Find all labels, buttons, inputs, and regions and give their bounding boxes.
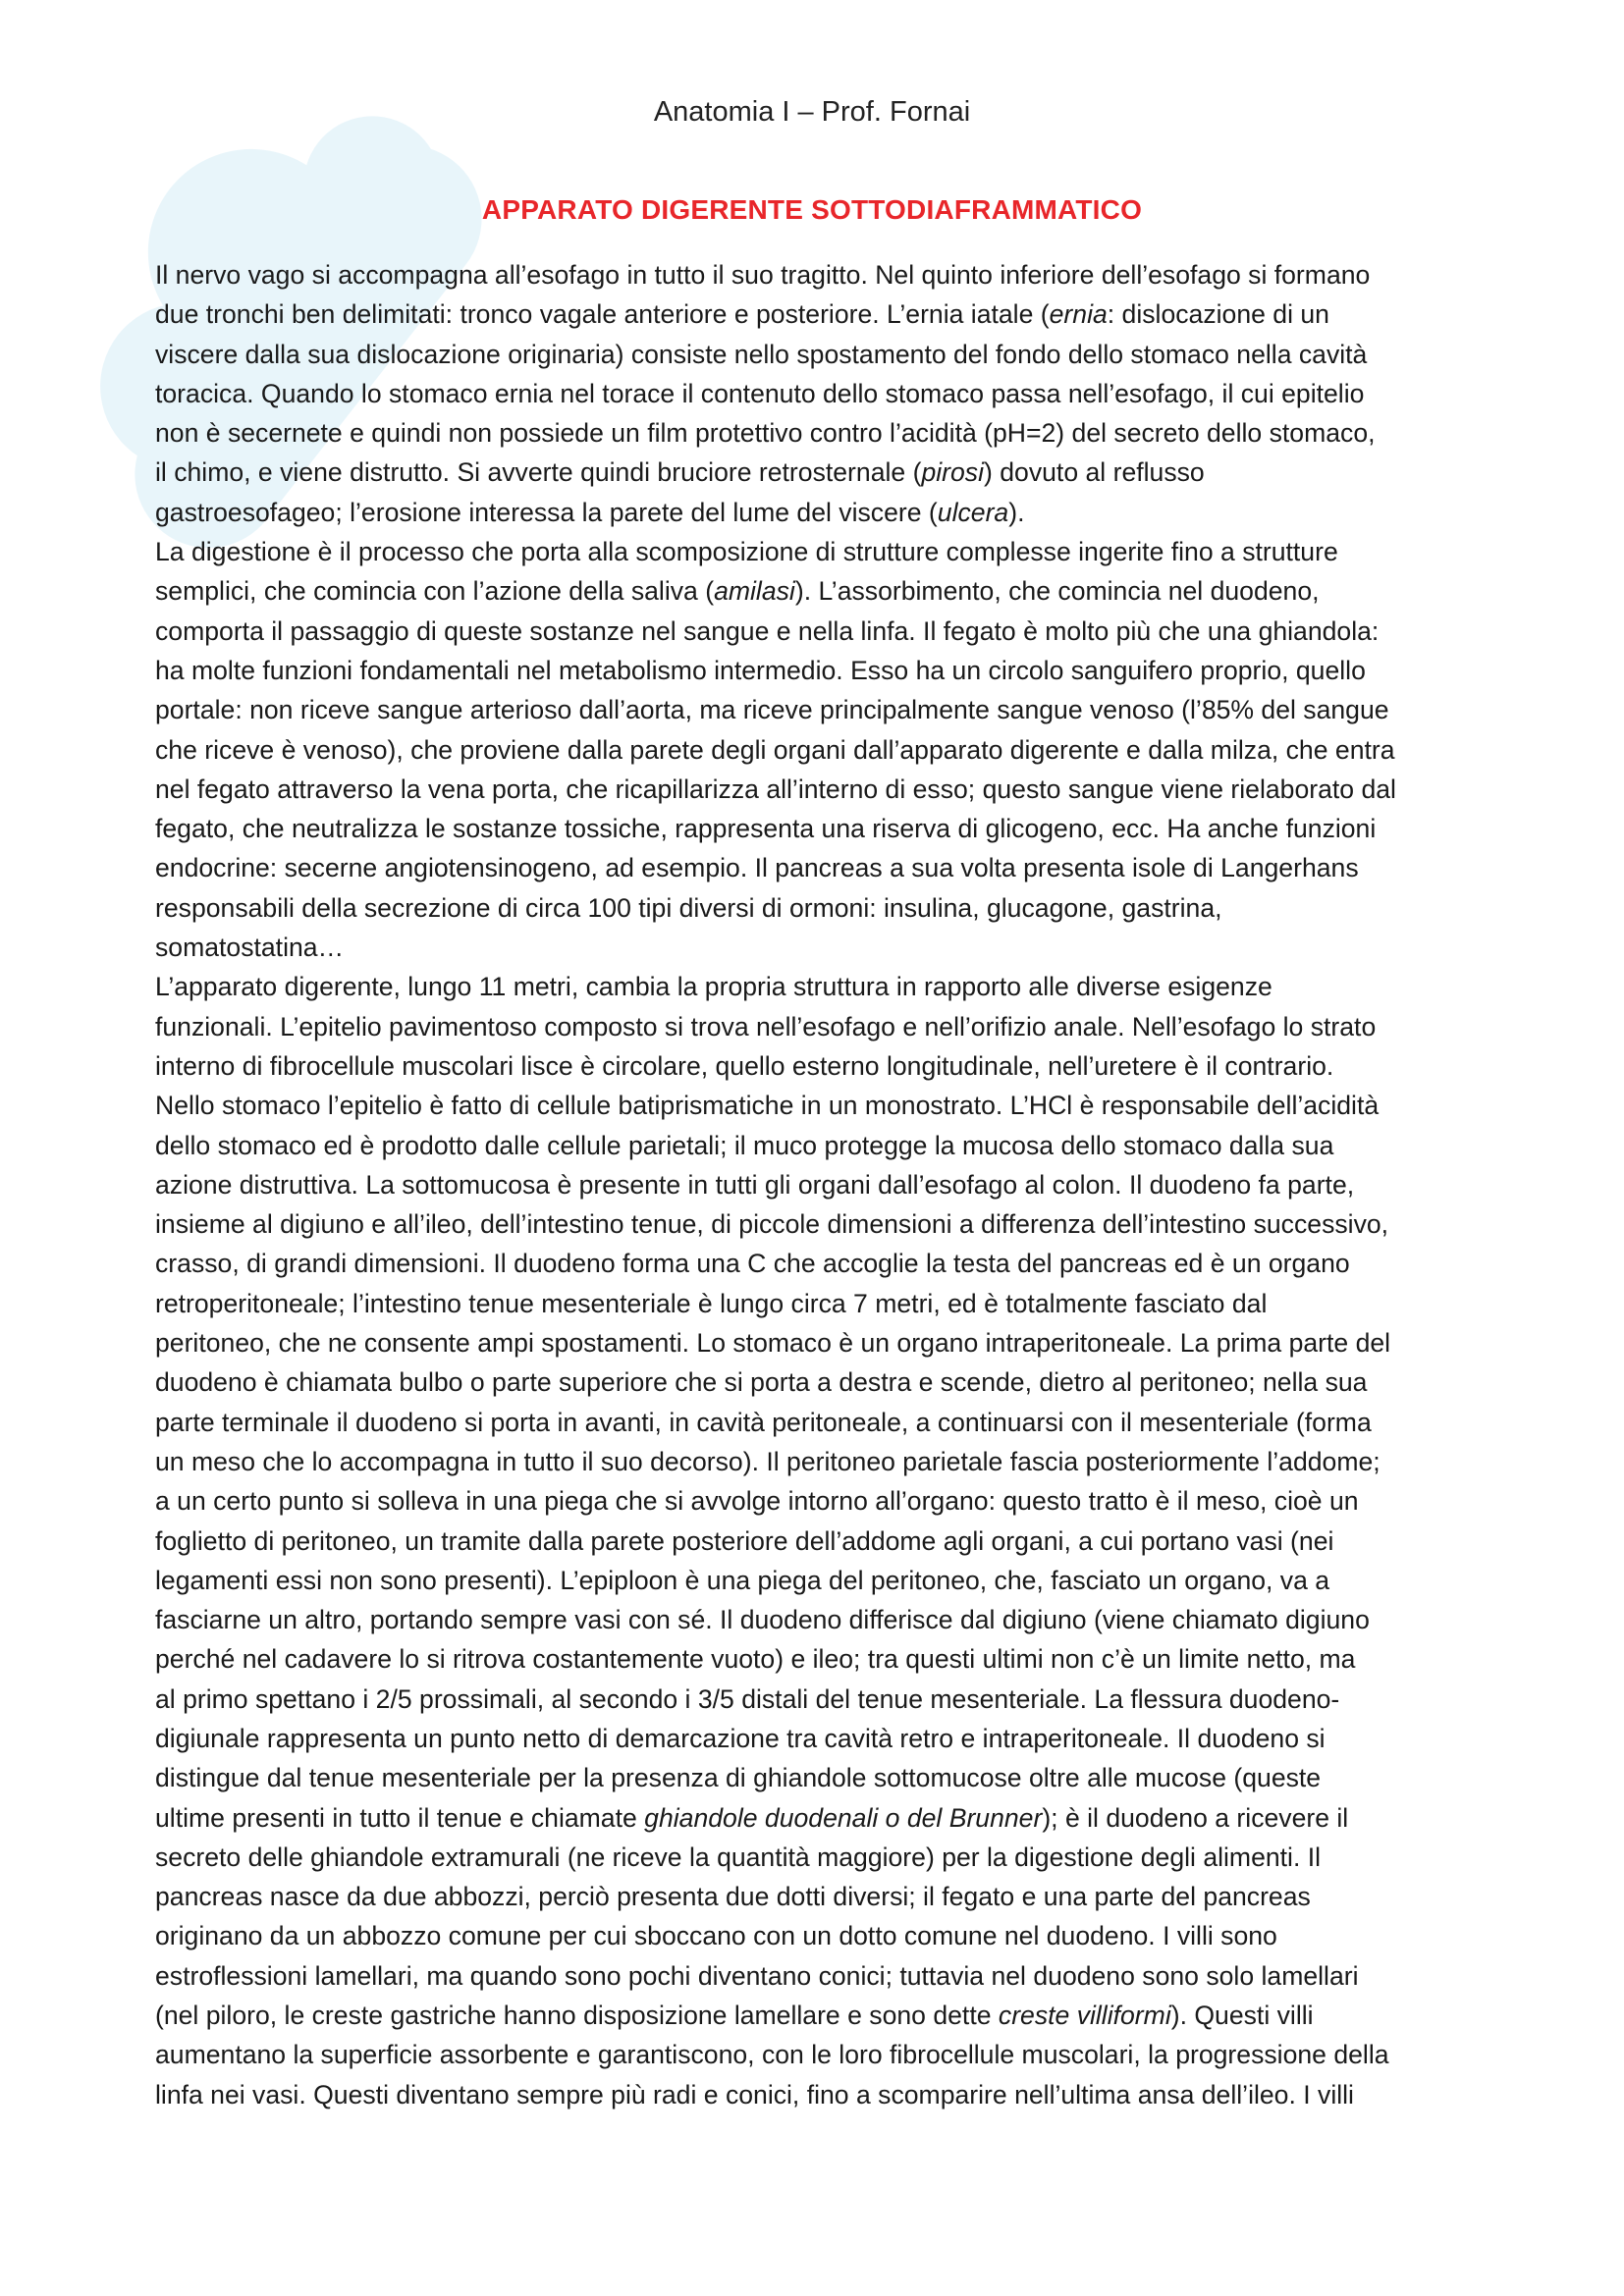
text-line: toracica. Quando lo stomaco ernia nel torace il contenuto dello stomaco passa nell’esofago, il cui epitelio bbox=[155, 378, 1365, 408]
text-line: peritoneo, che ne consente ampi spostamenti. Lo stomaco è un organo intraperitoneale. La prima parte del bbox=[155, 1328, 1391, 1359]
text-line: endocrine: secerne angiotensinogeno, ad esempio. Il pancreas a sua volta presenta isole di Langerhans bbox=[155, 853, 1359, 883]
text-line: interno di fibrocellule muscolari lisce è circolare, quello esterno longitudinale, nell’uretere è il contrario. bbox=[155, 1050, 1334, 1081]
text-line: comporta il passaggio di queste sostanze nel sangue e nella linfa. Il fegato è molto più che una ghiandola: bbox=[155, 615, 1380, 646]
text-line: originano da un abbozzo comune per cui sboccano con un dotto comune nel duodeno. I villi sono bbox=[155, 1921, 1277, 1951]
text-line: ultime presenti in tutto il tenue e chiamate ghiandole duodenali o del Brunner); è il duodeno a ricevere il bbox=[155, 1802, 1349, 1833]
text-line: che riceve è venoso), che proviene dalla parete degli organi dall’apparato digerente e dalla milza, che entra bbox=[155, 734, 1395, 765]
text-line: a un certo punto si solleva in una piega che si avvolge intorno all’organo: questo tratto è il meso, cioè un bbox=[155, 1486, 1359, 1517]
text-line: linfa nei vasi. Questi diventano sempre più radi e conici, fino a scomparire nell’ultima ansa dell’ileo. I villi bbox=[155, 2079, 1354, 2109]
text-line: Il nervo vago si accompagna all’esofago in tutto il suo tragitto. Nel quinto inferiore dell’esofago si formano bbox=[155, 260, 1371, 290]
text-line: legamenti essi non sono presenti). L’epiploon è una piega del peritoneo, che, fasciato un organo, va a bbox=[155, 1565, 1330, 1595]
text-line: foglietto di peritoneo, un tramite dalla parete posteriore dell’addome agli organi, a cui portano vasi (nei bbox=[155, 1525, 1334, 1556]
text-line: responsabili della secrezione di circa 100 tipi diversi di ormoni: insulina, glucagone, gastrina, bbox=[155, 892, 1222, 923]
text-line: somatostatina… bbox=[155, 933, 345, 963]
text-line: il chimo, e viene distrutto. Si avverte quindi bruciore retrosternale (pirosi) dovuto al reflusso bbox=[155, 457, 1205, 488]
text-line: retroperitoneale; l’intestino tenue mesenteriale è lungo circa 7 metri, ed è totalmente fasciato dal bbox=[155, 1288, 1268, 1318]
text-line: due tronchi ben delimitati: tronco vagale anteriore e posteriore. L’ernia iatale (ernia: dislocazione di un bbox=[155, 299, 1329, 330]
text-line: funzionali. L’epitelio pavimentoso composto si trova nell’esofago e nell’orifizio anale. Nell’esofago lo strato bbox=[155, 1011, 1377, 1041]
text-line: digiunale rappresenta un punto netto di demarcazione tra cavità retro e intraperitoneale. Il duodeno si bbox=[155, 1723, 1326, 1753]
text-line: secreto delle ghiandole extramurali (ne riceve la quantità maggiore) per la digestione degli alimenti. Il bbox=[155, 1842, 1322, 1872]
text-line: pancreas nasce da due abbozzi, perciò presenta due dotti diversi; il fegato e una parte del pancreas bbox=[155, 1882, 1311, 1912]
text-line: duodeno è chiamata bulbo o parte superiore che si porta a destra e scende, dietro al peritoneo; nella sua bbox=[155, 1367, 1368, 1398]
text-line: ha molte funzioni fondamentali nel metabolismo intermedio. Esso ha un circolo sanguifero proprio, quello bbox=[155, 655, 1366, 685]
text-line: fegato, che neutralizza le sostanze tossiche, rappresenta una riserva di glicogeno, ecc. Ha anche funzioni bbox=[155, 814, 1377, 844]
text-line: viscere dalla sua dislocazione originaria) consiste nello spostamento del fondo dello stomaco nella cavità bbox=[155, 339, 1368, 369]
text-line: non è secernete e quindi non possiede un film protettivo contro l’acidità (pH=2) del secreto dello stomaco, bbox=[155, 418, 1376, 449]
document-title: APPARATO DIGERENTE SOTTODIAFRAMMATICO bbox=[481, 194, 1143, 225]
text-line: insieme al digiuno e all’ileo, dell’intestino tenue, di piccole dimensioni a differenza dell’intestino successivo, bbox=[155, 1209, 1389, 1240]
text-line: estroflessioni lamellari, ma quando sono pochi diventano conici; tuttavia nel duodeno sono solo lamellari bbox=[155, 1960, 1359, 1991]
text-line: La digestione è il processo che porta alla scomposizione di strutture complesse ingerite fino a strutture bbox=[155, 537, 1338, 567]
text-line: semplici, che comincia con l’azione della saliva (amilasi). L’assorbimento, che comincia nel duodeno, bbox=[155, 576, 1320, 607]
text-line: al primo spettano i 2/5 prossimali, al secondo i 3/5 distali del tenue mesenteriale. La flessura duodeno- bbox=[155, 1683, 1340, 1714]
text-line: portale: non riceve sangue arterioso dall’aorta, ma riceve principalmente sangue venoso (l’85% del sangue bbox=[155, 695, 1389, 725]
text-line: azione distruttiva. La sottomucosa è presente in tutti gli organi dall’esofago al colon. Il duodeno fa parte, bbox=[155, 1169, 1355, 1200]
text-line: (nel piloro, le creste gastriche hanno disposizione lamellare e sono dette creste villiformi). Questi villi bbox=[155, 2001, 1314, 2031]
text-line: L’apparato digerente, lungo 11 metri, cambia la propria struttura in rapporto alle diverse esigenze bbox=[155, 972, 1272, 1002]
document-body bbox=[155, 255, 1492, 2114]
text-line: distingue dal tenue mesenteriale per la presenza di ghiandole sottomucose oltre alle mucose (queste bbox=[155, 1763, 1322, 1793]
text-line: perché nel cadavere lo si ritrova costantemente vuoto) e ileo; tra questi ultimi non c’è un limite netto, ma bbox=[155, 1644, 1356, 1675]
page-header: Anatomia I – Prof. Fornai bbox=[653, 96, 971, 128]
text-line: Nello stomaco l’epitelio è fatto di cellule batiprismatiche in un monostrato. L’HCl è responsabile dell’acidità bbox=[155, 1091, 1380, 1121]
text-line: un meso che lo accompagna in tutto il suo decorso). Il peritoneo parietale fascia posteriormente l’addome; bbox=[155, 1446, 1380, 1476]
text-line: fasciarne un altro, portando sempre vasi con sé. Il duodeno differisce dal digiuno (viene chiamato digiuno bbox=[155, 1605, 1370, 1635]
text-line: gastroesofageo; l’erosione interessa la parete del lume del viscere (ulcera). bbox=[155, 497, 1025, 527]
text-line: nel fegato attraverso la vena porta, che ricapillarizza all’interno di esso; questo sangue viene rielaborato dal bbox=[155, 774, 1396, 804]
text-line: dello stomaco ed è prodotto dalle cellule parietali; il muco protegge la mucosa dello stomaco dalla sua bbox=[155, 1130, 1334, 1160]
text-line: crasso, di grandi dimensioni. Il duodeno forma una C che accoglie la testa del pancreas ed è un organo bbox=[155, 1249, 1350, 1279]
text-line: parte terminale il duodeno si porta in avanti, in cavità peritoneale, a continuarsi con il mesenteriale (forma bbox=[155, 1407, 1372, 1437]
text-line: aumentano la superficie assorbente e garantiscono, con le loro fibrocellule muscolari, la progressione della bbox=[155, 2040, 1389, 2070]
